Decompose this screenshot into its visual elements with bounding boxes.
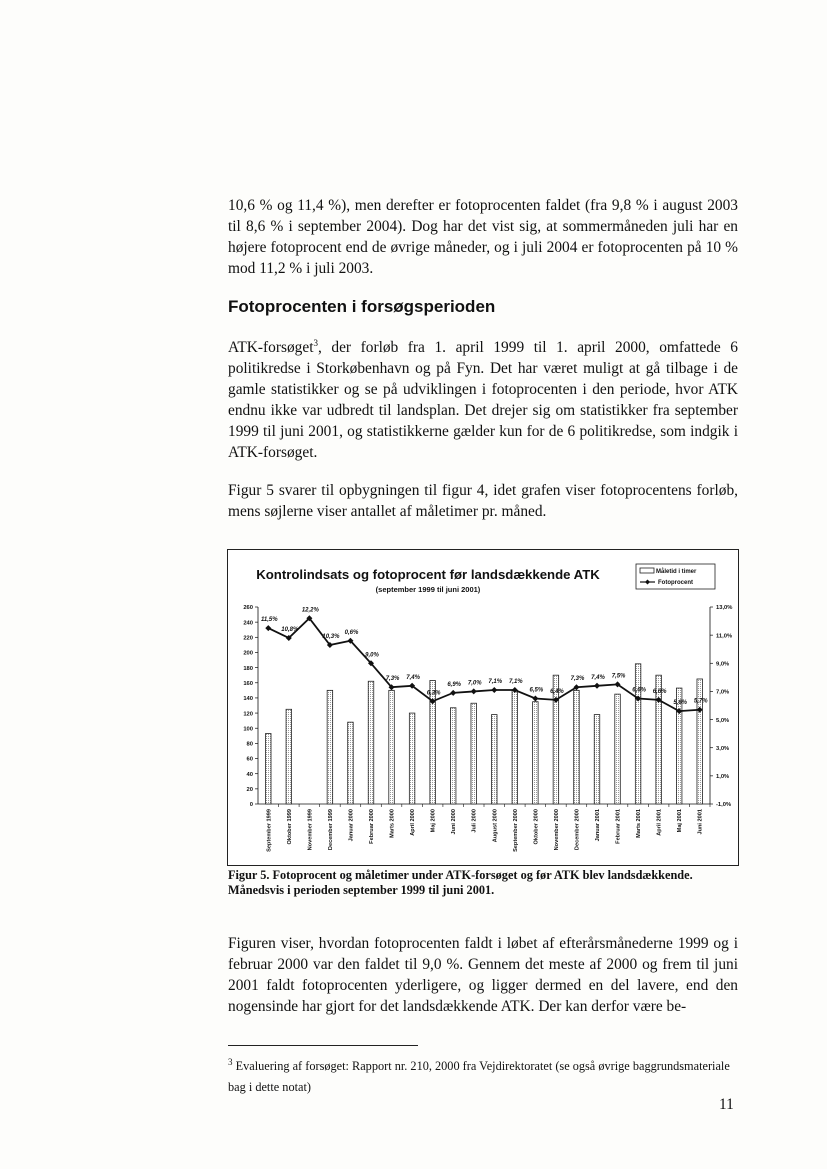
fotoprocent-label: 7,4%	[406, 674, 420, 681]
section-heading: Fotoprocenten i forsøgsperioden	[228, 297, 496, 316]
fotoprocent-point	[532, 695, 538, 701]
fotoprocent-label: 5,6%	[673, 700, 688, 707]
paragraph-atk-start: ATK-forsøget	[228, 339, 314, 356]
left-tick-label: 40	[246, 771, 253, 778]
right-tick-label: 9,0%	[716, 661, 730, 668]
left-tick-label: 0	[249, 802, 253, 809]
bar-maaletimer	[512, 690, 518, 804]
fotoprocent-label: 6,3%	[426, 690, 441, 697]
left-tick-label: 100	[243, 726, 253, 733]
right-tick-label: 1,0%	[716, 774, 730, 781]
left-tick-label: 120	[243, 711, 253, 718]
x-tick-label: November 1999	[307, 809, 314, 851]
x-tick-label: December 2000	[574, 809, 581, 851]
fotoprocent-label: 7,0%	[467, 680, 482, 687]
bar-maaletimer	[348, 722, 354, 804]
chart-svg	[228, 550, 738, 865]
x-tick-label: Maj 2001	[677, 809, 684, 833]
left-tick-label: 260	[243, 605, 253, 612]
right-tick-label: 3,0%	[716, 745, 730, 752]
footnote-number: 3	[228, 1056, 233, 1067]
x-tick-label: Juli 2000	[471, 809, 478, 833]
fotoprocent-label: 6,6%	[632, 687, 646, 694]
fotoprocent-point	[594, 683, 600, 689]
bar-maaletimer	[492, 715, 498, 804]
left-tick-label: 60	[246, 756, 253, 763]
fotoprocent-point	[450, 690, 456, 696]
bar-maaletimer	[389, 690, 395, 804]
x-tick-label: August 2000	[492, 809, 499, 843]
fotoprocent-label: 6,6%	[652, 688, 667, 695]
x-tick-label: Februar 2001	[615, 809, 622, 844]
bar-maaletimer	[635, 664, 641, 804]
figure-caption: Figur 5. Fotoprocent og måletimer under ATK-forsøget og før ATK blev landsdækkende. Månedsvis i perioden september 1999 til juni 2001.	[228, 868, 693, 897]
bar-maaletimer	[286, 709, 292, 804]
fotoprocent-label: 7,3%	[570, 676, 585, 683]
page-number: 11	[719, 1096, 734, 1113]
chart-plot-area	[243, 605, 732, 852]
fotoprocent-label: 7,1%	[488, 679, 503, 686]
legend-line-label: Fotoprocent	[658, 580, 693, 586]
bar-maaletimer	[368, 681, 374, 804]
left-tick-label: 200	[243, 650, 253, 657]
fotoprocent-label: 12,2%	[301, 607, 319, 614]
legend-bar-swatch	[640, 568, 654, 573]
left-tick-label: 220	[243, 635, 253, 642]
bar-maaletimer	[266, 734, 272, 804]
paragraph-figure-intro: Figur 5 svarer til opbygningen til figur 4, idet grafen viser fotoprocentens forløb, mens søjlerne viser antallet af måletimer pr. måned.	[228, 482, 738, 520]
fotoprocent-label: 0,6%	[344, 629, 359, 636]
x-tick-label: Februar 2000	[369, 809, 375, 844]
chart-subtitle: (september 1999 til juni 2001)	[375, 585, 481, 594]
fotoprocent-label: 7,3%	[385, 676, 400, 683]
x-tick-label: November 2000	[553, 809, 560, 851]
fotoprocent-point	[471, 688, 477, 694]
bar-maaletimer	[471, 703, 477, 804]
left-tick-label: 80	[246, 741, 253, 748]
left-tick-label: 180	[243, 665, 253, 672]
left-tick-label: 240	[243, 620, 253, 627]
right-tick-label: 13,0%	[716, 605, 733, 612]
x-tick-label: Juni 2000	[451, 809, 458, 835]
paragraph-intro: 10,6 % og 11,4 %), men derefter er fotoprocenten faldet (fra 9,8 % i august 2003 til 8,6 % i september 2004). Dog har det vist sig, at sommermåneden juli har en højere fotoprocent end de øvrige måneder, og i juli 2004 er fotoprocenten på 10 % mod 11,2 % i juli 2003.	[228, 197, 738, 277]
bar-maaletimer	[594, 715, 600, 804]
figure-chart	[227, 549, 739, 866]
x-tick-label: Oktober 2000	[533, 809, 540, 845]
x-tick-label: April 2000	[410, 809, 417, 836]
fotoprocent-label: 7,5%	[611, 673, 626, 680]
chart-title: Kontrolindsats og fotoprocent før landsdækkende ATK	[256, 567, 600, 582]
x-tick-label: Oktober 1999	[286, 809, 293, 845]
fotoprocent-point	[265, 625, 271, 631]
left-tick-label: 160	[243, 680, 253, 687]
fotoprocent-label: 6,9%	[447, 681, 462, 688]
x-tick-label: Marts 2001	[636, 809, 643, 838]
fotoprocent-label: 10,3%	[322, 633, 340, 640]
bar-maaletimer	[409, 713, 415, 804]
right-tick-label: 5,0%	[716, 717, 730, 724]
fotoprocent-label: 11,5%	[260, 617, 278, 624]
x-tick-label: December 1999	[327, 809, 334, 851]
left-tick-label: 20	[246, 787, 253, 794]
paragraph-figure-discussion: Figuren viser, hvordan fotoprocenten faldt i løbet af efterårsmånederne 1999 og i februar 2000 var den faldet til 9,0 %. Gennem det meste af 2000 og frem til juni 2001 faldt fotoprocenten yderligere, og ligger dermed en del lavere, end den nogensinde har gjort for det landsdækkende ATK. Der kan derfor være be-	[228, 935, 738, 1015]
bar-maaletimer	[574, 690, 580, 804]
fotoprocent-label: 9,0%	[365, 652, 379, 659]
fotoprocent-label: 7,1%	[508, 679, 523, 686]
right-tick-label: 7,0%	[716, 689, 730, 696]
fotoprocent-label: 6,5%	[529, 687, 544, 694]
paragraph-atk-forsog	[228, 337, 738, 463]
bar-maaletimer	[697, 679, 703, 804]
x-tick-label: September 1999	[266, 809, 273, 852]
fotoprocent-label: 10,8%	[281, 626, 299, 633]
fotoprocent-label: 7,4%	[591, 674, 605, 681]
chart-legend	[636, 564, 715, 589]
x-tick-label: Januar 2001	[595, 809, 601, 842]
bar-maaletimer	[450, 708, 456, 804]
footnote	[228, 1056, 738, 1098]
footnote-divider	[228, 1045, 418, 1046]
x-tick-label: September 2000	[512, 809, 519, 852]
x-tick-label: Januar 2000	[348, 809, 355, 842]
fotoprocent-label: 5,7%	[693, 698, 708, 705]
right-tick-label: 11,0%	[716, 633, 733, 640]
bar-maaletimer	[615, 694, 621, 804]
footnote-text: Evaluering af forsøget: Rapport nr. 210, 2000 fra Vejdirektoratet (se også øvrige baggrundsmateriale bag i dette notat)	[228, 1059, 730, 1094]
paragraph-atk-rest: , der forløb fra 1. april 1999 til 1. april 2000, omfattede 6 politikredse i Storkøbenhavn og på Fyn. Det har været muligt at gå tilbage i de gamle statistikker og se på udviklingen i fotoprocenten i den periode, hvor ATK endnu ikke var udbredt til landsplan. Det drejer sig om statistikker fra september 1999 til juni 2001, og statistikkerne gælder kun for de 6 politikredse, som indgik i ATK-forsøget.	[228, 339, 738, 461]
right-tick-label: -1,0%	[716, 802, 732, 809]
x-tick-label: Marts 2000	[389, 809, 396, 838]
x-tick-label: April 2001	[656, 809, 663, 836]
fotoprocent-label: 6,4%	[550, 688, 564, 695]
bar-maaletimer	[533, 702, 539, 804]
legend-bar-label: Måletid i timer	[656, 569, 697, 575]
footnote-reference: 3	[313, 337, 318, 348]
x-tick-label: Juni 2001	[697, 809, 704, 835]
fotoprocent-point	[491, 687, 497, 693]
x-tick-label: Maj 2000	[430, 809, 437, 833]
bar-maaletimer	[327, 690, 333, 804]
left-tick-label: 140	[243, 696, 253, 703]
